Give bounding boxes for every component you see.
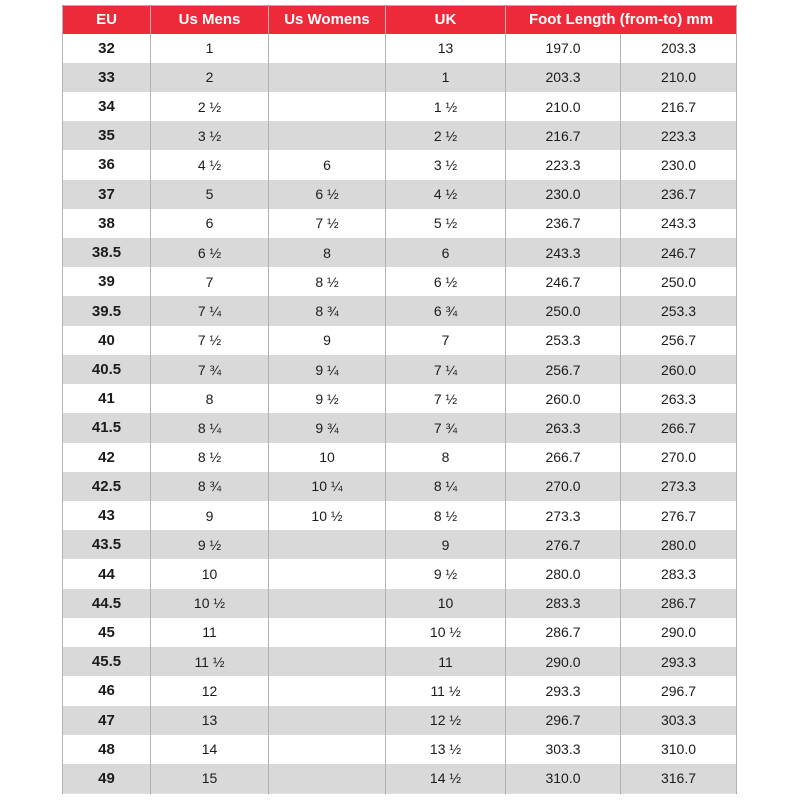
cell-uk: 1 ½ xyxy=(386,92,506,121)
cell-us-mens: 12 xyxy=(151,676,269,705)
cell-foot-length-from: 303.3 xyxy=(506,735,621,764)
cell-foot-length-to: 283.3 xyxy=(621,559,737,588)
cell-us-mens: 10 ½ xyxy=(151,589,269,618)
cell-us-womens xyxy=(269,618,386,647)
cell-us-mens: 7 ¼ xyxy=(151,296,269,325)
cell-uk: 8 xyxy=(386,443,506,472)
cell-foot-length-from: 280.0 xyxy=(506,559,621,588)
cell-uk: 14 ½ xyxy=(386,764,506,793)
cell-uk: 11 ½ xyxy=(386,676,506,705)
cell-us-mens: 8 ¼ xyxy=(151,413,269,442)
cell-foot-length-from: 310.0 xyxy=(506,764,621,793)
cell-us-mens: 2 xyxy=(151,63,269,92)
cell-us-womens: 8 ¾ xyxy=(269,296,386,325)
cell-us-womens: 10 xyxy=(269,443,386,472)
table-row xyxy=(63,92,737,121)
cell-foot-length-from: 276.7 xyxy=(506,530,621,559)
cell-us-womens: 7 ½ xyxy=(269,209,386,238)
cell-eu: 45.5 xyxy=(63,647,151,676)
cell-us-womens: 9 ¾ xyxy=(269,413,386,442)
cell-uk: 7 xyxy=(386,326,506,355)
table-row xyxy=(63,530,737,559)
cell-foot-length-to: 280.0 xyxy=(621,530,737,559)
cell-eu: 37 xyxy=(63,180,151,209)
cell-eu: 41 xyxy=(63,384,151,413)
cell-eu: 47 xyxy=(63,706,151,735)
cell-uk: 8 ½ xyxy=(386,501,506,530)
cell-eu: 33 xyxy=(63,63,151,92)
cell-us-womens xyxy=(269,530,386,559)
cell-foot-length-to: 310.0 xyxy=(621,735,737,764)
table-row xyxy=(63,472,737,501)
cell-foot-length-from: 290.0 xyxy=(506,647,621,676)
table-row xyxy=(63,150,737,179)
table-header-row xyxy=(63,6,737,34)
cell-us-mens: 6 ½ xyxy=(151,238,269,267)
cell-foot-length-from: 223.3 xyxy=(506,150,621,179)
table-row xyxy=(63,618,737,647)
table-row xyxy=(63,267,737,296)
cell-foot-length-to: 250.0 xyxy=(621,267,737,296)
cell-foot-length-to: 203.3 xyxy=(621,34,737,63)
cell-foot-length-from: 283.3 xyxy=(506,589,621,618)
cell-foot-length-from: 263.3 xyxy=(506,413,621,442)
cell-us-mens: 1 xyxy=(151,34,269,63)
table-row xyxy=(63,384,737,413)
cell-eu: 34 xyxy=(63,92,151,121)
cell-foot-length-from: 236.7 xyxy=(506,209,621,238)
cell-foot-length-to: 296.7 xyxy=(621,676,737,705)
cell-foot-length-to: 270.0 xyxy=(621,443,737,472)
cell-eu: 49 xyxy=(63,764,151,793)
table-row xyxy=(63,355,737,384)
table-row xyxy=(63,238,737,267)
cell-us-womens: 9 ¼ xyxy=(269,355,386,384)
column-header-us-womens: Us Womens xyxy=(269,6,386,34)
cell-foot-length-from: 286.7 xyxy=(506,618,621,647)
cell-eu: 45 xyxy=(63,618,151,647)
cell-foot-length-from: 293.3 xyxy=(506,676,621,705)
cell-uk: 3 ½ xyxy=(386,150,506,179)
cell-foot-length-from: 250.0 xyxy=(506,296,621,325)
table-row xyxy=(63,676,737,705)
cell-uk: 4 ½ xyxy=(386,180,506,209)
cell-us-womens xyxy=(269,735,386,764)
cell-foot-length-to: 273.3 xyxy=(621,472,737,501)
column-header-uk: UK xyxy=(386,6,506,34)
cell-us-womens: 10 ½ xyxy=(269,501,386,530)
cell-foot-length-from: 256.7 xyxy=(506,355,621,384)
cell-foot-length-from: 246.7 xyxy=(506,267,621,296)
cell-foot-length-to: 316.7 xyxy=(621,764,737,793)
cell-us-mens: 11 ½ xyxy=(151,647,269,676)
table-body xyxy=(63,34,737,794)
cell-us-mens: 8 ¾ xyxy=(151,472,269,501)
cell-foot-length-to: 246.7 xyxy=(621,238,737,267)
table-row xyxy=(63,443,737,472)
table-row xyxy=(63,63,737,92)
cell-us-mens: 7 ¾ xyxy=(151,355,269,384)
cell-foot-length-to: 263.3 xyxy=(621,384,737,413)
cell-us-mens: 9 xyxy=(151,501,269,530)
cell-foot-length-to: 260.0 xyxy=(621,355,737,384)
table-row xyxy=(63,34,737,63)
cell-foot-length-to: 290.0 xyxy=(621,618,737,647)
cell-uk: 5 ½ xyxy=(386,209,506,238)
cell-foot-length-from: 266.7 xyxy=(506,443,621,472)
cell-us-mens: 7 xyxy=(151,267,269,296)
cell-us-womens xyxy=(269,92,386,121)
table-row xyxy=(63,209,737,238)
table-row xyxy=(63,121,737,150)
cell-us-mens: 14 xyxy=(151,735,269,764)
table-row xyxy=(63,647,737,676)
cell-eu: 41.5 xyxy=(63,413,151,442)
cell-eu: 40 xyxy=(63,326,151,355)
cell-uk: 7 ¾ xyxy=(386,413,506,442)
cell-us-womens: 8 xyxy=(269,238,386,267)
cell-uk: 9 ½ xyxy=(386,559,506,588)
cell-eu: 43.5 xyxy=(63,530,151,559)
cell-us-mens: 4 ½ xyxy=(151,150,269,179)
cell-us-mens: 9 ½ xyxy=(151,530,269,559)
table-row xyxy=(63,706,737,735)
cell-eu: 38.5 xyxy=(63,238,151,267)
cell-foot-length-from: 216.7 xyxy=(506,121,621,150)
cell-foot-length-from: 203.3 xyxy=(506,63,621,92)
cell-foot-length-to: 303.3 xyxy=(621,706,737,735)
cell-eu: 42.5 xyxy=(63,472,151,501)
cell-eu: 42 xyxy=(63,443,151,472)
cell-foot-length-to: 276.7 xyxy=(621,501,737,530)
cell-uk: 7 ½ xyxy=(386,384,506,413)
cell-foot-length-to: 243.3 xyxy=(621,209,737,238)
cell-eu: 36 xyxy=(63,150,151,179)
cell-eu: 44.5 xyxy=(63,589,151,618)
column-header-eu: EU xyxy=(63,6,151,34)
table-row xyxy=(63,326,737,355)
cell-uk: 2 ½ xyxy=(386,121,506,150)
cell-eu: 46 xyxy=(63,676,151,705)
cell-foot-length-from: 296.7 xyxy=(506,706,621,735)
cell-us-mens: 3 ½ xyxy=(151,121,269,150)
cell-us-mens: 7 ½ xyxy=(151,326,269,355)
cell-foot-length-from: 230.0 xyxy=(506,180,621,209)
table-row xyxy=(63,180,737,209)
cell-us-womens: 9 xyxy=(269,326,386,355)
cell-uk: 6 ½ xyxy=(386,267,506,296)
column-header-foot-length-from-to-mm: Foot Length (from-to) mm xyxy=(506,6,737,34)
cell-us-womens: 10 ¼ xyxy=(269,472,386,501)
cell-eu: 39 xyxy=(63,267,151,296)
column-header-us-mens: Us Mens xyxy=(151,6,269,34)
cell-us-womens: 6 ½ xyxy=(269,180,386,209)
cell-us-mens: 11 xyxy=(151,618,269,647)
cell-us-womens xyxy=(269,34,386,63)
cell-foot-length-to: 256.7 xyxy=(621,326,737,355)
cell-us-womens: 6 xyxy=(269,150,386,179)
cell-foot-length-to: 286.7 xyxy=(621,589,737,618)
cell-uk: 12 ½ xyxy=(386,706,506,735)
cell-eu: 40.5 xyxy=(63,355,151,384)
cell-foot-length-to: 253.3 xyxy=(621,296,737,325)
cell-foot-length-to: 210.0 xyxy=(621,63,737,92)
cell-foot-length-from: 197.0 xyxy=(506,34,621,63)
cell-uk: 13 xyxy=(386,34,506,63)
cell-uk: 10 xyxy=(386,589,506,618)
cell-uk: 1 xyxy=(386,63,506,92)
shoe-size-conversion-table xyxy=(62,5,737,794)
cell-us-womens xyxy=(269,706,386,735)
cell-us-womens xyxy=(269,764,386,793)
cell-foot-length-to: 236.7 xyxy=(621,180,737,209)
cell-us-mens: 10 xyxy=(151,559,269,588)
table-row xyxy=(63,296,737,325)
cell-foot-length-to: 293.3 xyxy=(621,647,737,676)
table-row xyxy=(63,735,737,764)
cell-us-mens: 8 ½ xyxy=(151,443,269,472)
cell-us-womens xyxy=(269,589,386,618)
cell-us-mens: 5 xyxy=(151,180,269,209)
cell-eu: 39.5 xyxy=(63,296,151,325)
cell-foot-length-from: 260.0 xyxy=(506,384,621,413)
cell-foot-length-from: 253.3 xyxy=(506,326,621,355)
cell-us-mens: 6 xyxy=(151,209,269,238)
cell-us-womens xyxy=(269,63,386,92)
cell-uk: 13 ½ xyxy=(386,735,506,764)
table-row xyxy=(63,589,737,618)
cell-us-mens: 13 xyxy=(151,706,269,735)
cell-eu: 44 xyxy=(63,559,151,588)
cell-eu: 43 xyxy=(63,501,151,530)
cell-foot-length-to: 223.3 xyxy=(621,121,737,150)
cell-foot-length-to: 230.0 xyxy=(621,150,737,179)
cell-us-womens: 8 ½ xyxy=(269,267,386,296)
table-row xyxy=(63,559,737,588)
table-row xyxy=(63,413,737,442)
table-row xyxy=(63,501,737,530)
cell-eu: 35 xyxy=(63,121,151,150)
cell-us-womens xyxy=(269,676,386,705)
cell-foot-length-from: 273.3 xyxy=(506,501,621,530)
cell-us-womens xyxy=(269,559,386,588)
cell-eu: 48 xyxy=(63,735,151,764)
cell-uk: 6 xyxy=(386,238,506,267)
cell-uk: 8 ¼ xyxy=(386,472,506,501)
cell-uk: 9 xyxy=(386,530,506,559)
cell-us-womens: 9 ½ xyxy=(269,384,386,413)
cell-foot-length-from: 210.0 xyxy=(506,92,621,121)
cell-foot-length-from: 270.0 xyxy=(506,472,621,501)
cell-us-mens: 8 xyxy=(151,384,269,413)
cell-eu: 32 xyxy=(63,34,151,63)
cell-uk: 6 ¾ xyxy=(386,296,506,325)
cell-foot-length-from: 243.3 xyxy=(506,238,621,267)
cell-uk: 10 ½ xyxy=(386,618,506,647)
cell-uk: 11 xyxy=(386,647,506,676)
cell-uk: 7 ¼ xyxy=(386,355,506,384)
cell-us-womens xyxy=(269,647,386,676)
cell-foot-length-to: 216.7 xyxy=(621,92,737,121)
cell-us-womens xyxy=(269,121,386,150)
cell-foot-length-to: 266.7 xyxy=(621,413,737,442)
cell-us-mens: 2 ½ xyxy=(151,92,269,121)
table-row xyxy=(63,764,737,793)
cell-us-mens: 15 xyxy=(151,764,269,793)
cell-eu: 38 xyxy=(63,209,151,238)
table-header xyxy=(63,6,737,34)
